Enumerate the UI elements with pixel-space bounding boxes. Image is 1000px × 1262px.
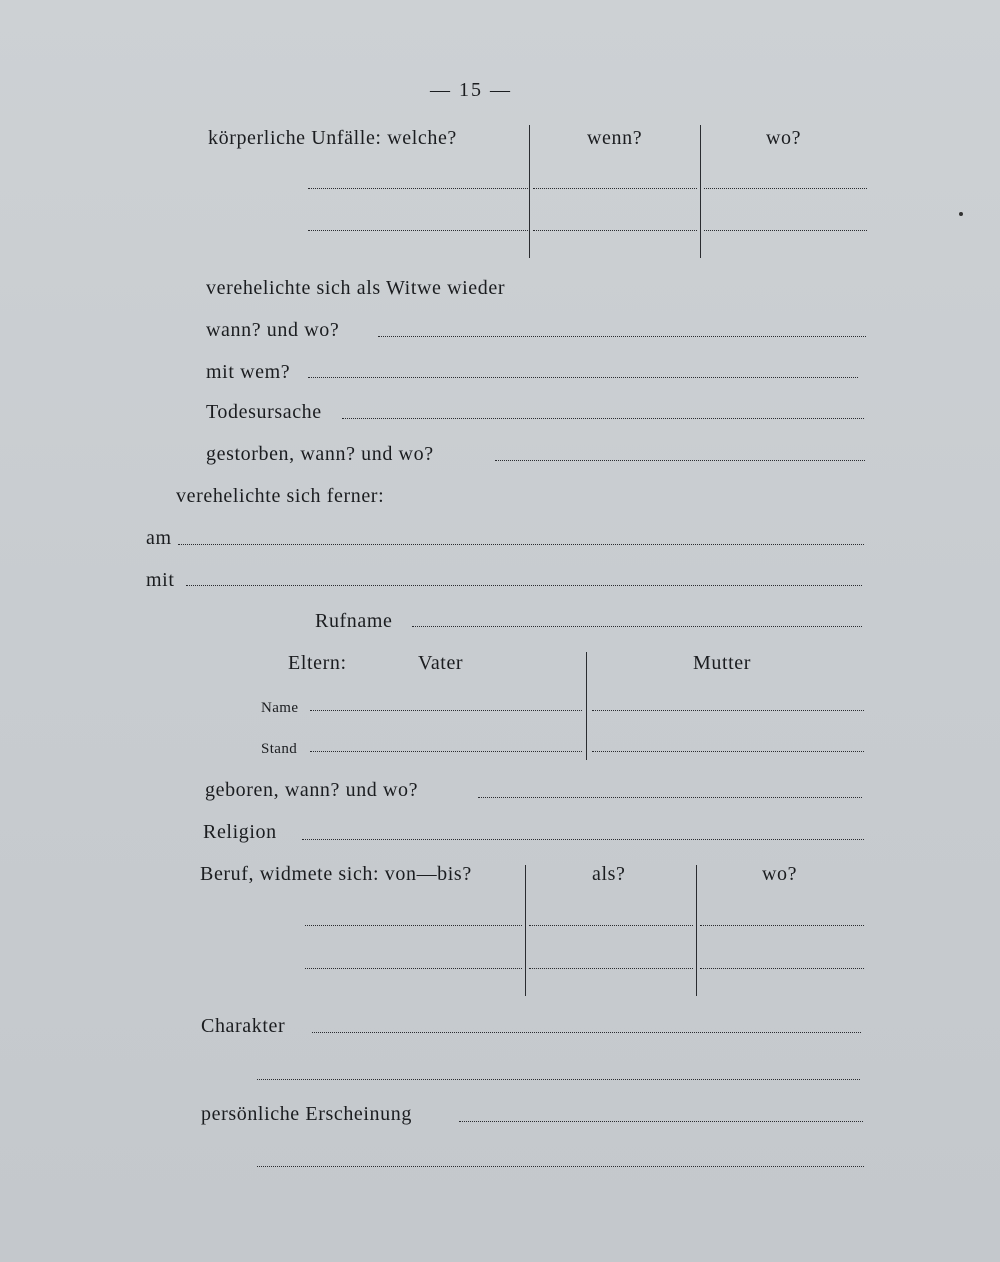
religion-label: Religion (203, 821, 277, 843)
accidents-when-field-1[interactable] (533, 188, 697, 189)
paper-speck (959, 212, 963, 216)
marriage-spouse-field[interactable] (186, 585, 862, 586)
remarried-heading: verehelichte sich ferner: (176, 485, 385, 507)
accidents-where-field-1[interactable] (704, 188, 867, 189)
widow-with-whom-field[interactable] (308, 377, 858, 378)
profession-as-header: als? (592, 863, 626, 885)
religion-field[interactable] (302, 839, 864, 840)
character-field-2[interactable] (257, 1079, 860, 1080)
column-divider (525, 865, 526, 996)
widow-heading: verehelichte sich als Witwe wieder (206, 277, 506, 299)
accidents-label: körperliche Unfälle: welche? (208, 127, 457, 149)
first-name-label: Rufname (315, 610, 393, 632)
accidents-which-field-2[interactable] (308, 230, 528, 231)
profession-as-field-2[interactable] (529, 968, 693, 969)
appearance-label: persönliche Erscheinung (201, 1103, 412, 1125)
accidents-where-field-2[interactable] (704, 230, 867, 231)
page-number: — 15 — (430, 79, 512, 101)
profession-as-field-1[interactable] (529, 925, 693, 926)
character-field-1[interactable] (312, 1032, 861, 1033)
father-name-field[interactable] (310, 710, 582, 711)
father-status-field[interactable] (310, 751, 582, 752)
father-header: Vater (418, 652, 464, 674)
widow-with-whom-label: mit wem? (206, 361, 291, 383)
column-divider (696, 865, 697, 996)
column-divider (586, 652, 587, 760)
column-divider (700, 125, 701, 258)
parents-name-label: Name (261, 700, 299, 716)
first-name-field[interactable] (412, 626, 862, 627)
widow-when-where-label: wann? und wo? (206, 319, 340, 341)
mother-status-field[interactable] (592, 751, 864, 752)
cause-of-death-field[interactable] (342, 418, 864, 419)
column-divider (529, 125, 530, 258)
profession-period-field-1[interactable] (305, 925, 522, 926)
born-field[interactable] (478, 797, 862, 798)
died-label: gestorben, wann? und wo? (206, 443, 434, 465)
born-label: geboren, wann? und wo? (205, 779, 419, 801)
appearance-field-1[interactable] (459, 1121, 863, 1122)
mother-header: Mutter (693, 652, 752, 674)
accidents-which-field-1[interactable] (308, 188, 528, 189)
marriage-spouse-label: mit (146, 569, 175, 591)
cause-of-death-label: Todesursache (206, 401, 322, 423)
died-field[interactable] (495, 460, 865, 461)
profession-period-field-2[interactable] (305, 968, 522, 969)
profession-label: Beruf, widmete sich: von—bis? (200, 863, 472, 885)
accidents-when-header: wenn? (587, 127, 643, 149)
parents-label: Eltern: (288, 652, 347, 674)
profession-where-field-2[interactable] (700, 968, 864, 969)
mother-name-field[interactable] (592, 710, 864, 711)
accidents-when-field-2[interactable] (533, 230, 697, 231)
marriage-date-label: am (146, 527, 172, 549)
appearance-field-2[interactable] (257, 1166, 864, 1167)
widow-when-where-field[interactable] (378, 336, 866, 337)
profession-where-field-1[interactable] (700, 925, 864, 926)
character-label: Charakter (201, 1015, 286, 1037)
profession-where-header: wo? (762, 863, 798, 885)
accidents-where-header: wo? (766, 127, 802, 149)
parents-status-label: Stand (261, 741, 298, 757)
marriage-date-field[interactable] (178, 544, 864, 545)
